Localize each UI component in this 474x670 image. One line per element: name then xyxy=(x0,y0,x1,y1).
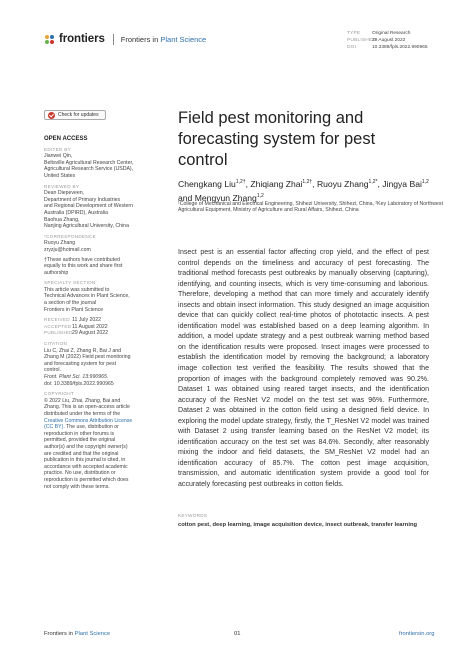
journal-name[interactable] xyxy=(121,35,206,44)
header-divider xyxy=(113,34,114,45)
citation-journal: Front. Plant Sci. 13:990965. xyxy=(44,374,109,380)
footer-journal[interactable] xyxy=(44,631,110,637)
citation-label: CITATION xyxy=(44,341,68,347)
edited-by-value: Jianwei Qin, Beltsville Agricultural Research Center, Agricultural Research Service (USDA), United States xyxy=(44,153,134,179)
meta-published: PUBLISHED29 August 2022 xyxy=(347,38,406,43)
frontiers-logo-icon xyxy=(44,34,55,45)
article-title: Field pest monitoring and forecasting system for pest control xyxy=(178,109,376,169)
author[interactable]: Ruoyu Zhang$^{1,2*}$ xyxy=(316,178,378,189)
author[interactable]: Chengkang Liu$^{1,2\dagger}$ xyxy=(178,178,246,189)
keywords-list: cotton pest, deep learning, image acquisition device, insect outbreak, transfer learning xyxy=(178,522,418,528)
frontiers-logo[interactable] xyxy=(44,33,206,45)
footer-journal-accent: Plant Science xyxy=(74,631,111,637)
journal-accent: Plant Science xyxy=(160,34,207,44)
date-received: RECEIVED 11 July 2022 xyxy=(44,317,102,324)
copyright-value: © 2022 Liu, Zhai, Zhang, Bai and Zhang. This is an open-access article distributed under the terms of the Creative Commons Attribution License (CC BY). The use, distribution or reproduction in other forums is permitted, provided the original author(s) and the copyright owner(s) are credited and that the original publication in this journal is cited, in accordance with accepted academic practice. No use, distribution or reproduction is permitted which does not comply with these terms. xyxy=(44,397,133,490)
keywords-label: KEYWORDS xyxy=(178,513,208,518)
correspondence-label: *CORRESPONDENCE xyxy=(44,233,96,239)
check-for-updates-button[interactable] xyxy=(44,110,106,120)
specialty-section-label: SPECIALTY SECTION xyxy=(44,280,96,286)
affiliations: ¹College of Mechanical and Electrical Engineering, Shihezi University, Shihezi, China, ²Key Laboratory of Northwest Agricultural Equipment, Ministry of Agriculture and Rural Affairs, Shihezi, China xyxy=(178,201,443,214)
author[interactable]: Zhiqiang Zhai$^{1,2\dagger}$ xyxy=(250,178,313,189)
specialty-section-value: This article was submitted to Technical Advances in Plant Science, a section of the journal Frontiers in Plant Science xyxy=(44,286,130,313)
date-published: PUBLISHED29 August 2022 xyxy=(44,330,109,337)
journal-prefix: Frontiers in xyxy=(120,34,159,44)
page-header xyxy=(0,0,474,60)
author[interactable]: Mengyun Zhang$^{1,2}$ xyxy=(194,193,264,204)
author[interactable]: Jingya Bai$^{1,2}$ xyxy=(382,178,429,189)
check-updates-label: Check for updates xyxy=(58,112,99,118)
meta-doi[interactable]: DOI 10.3389/fpls.2022.990965 xyxy=(347,45,428,50)
edited-by-label: EDITED BY xyxy=(44,146,71,152)
author-list: Chengkang Liu$^{1,2\dagger}$, Zhiqiang Zhai$^{1,2\dagger}$, Ruoyu Zhang$^{1,2*}$, Jingya Bai$^{1,2}$ and Mengyun Zhang$^{1,2}$ xyxy=(178,178,429,204)
abstract-text: Insect pest is an essential factor affecting crop yield, and the effect of pest control depends on the timeliness and accuracy of pest forecasting. The traditional method forecasts pest outbreaks by manually observing (capturing), identifying, and counting insects, which is very time-consuming and laborious. Therefore, developing a method that can more timely and accurately identify insects and obtain insect information. This study designed an image acquisition device that can quickly collect real-time photos of phototactic insects. A pest identification model was established based on a deep learning algorithm. In addition, a model update strategy and a pest outbreak warning method based on the identification results were proposed. Insect images were processed to establish the identification model by removing the background; a laboratory image collection test verified the feasibility. The results showed that the proportion of images with the background completely removed was 90.2%. Dataset 1 was obtained using reared target insects, and the identification accuracy of the ResNet V2 model on the test set was 96%. Furthermore, Dataset 2 was obtained in the cotton field using a designed field device. In exploring the model update strategy, firstly, the T_ResNet V2 model was trained with Dataset 2 using transfer learning based on the ResNet V2 model; its identification accuracy on the test set was 84.6%. Secondly, after reasonably mixing the indoor and field datasets, the SM_ResNet V2 model had an identification accuracy of 85.7%. The cotton pest image acquisition, transmission, and automatic identification system provide a good tool for accurately forecasting pest outbreaks in cotton fields. xyxy=(178,249,429,489)
reviewed-by-value: Dean Diepeveen, Department of Primary Industries and Regional Development of Western Australia (DPIRD), Australia Baohua Zhang, Nanjing Agricultural University, China xyxy=(44,190,134,230)
citation-value: Liu C, Zhai Z, Zhang R, Bai J and Zhang M (2022) Field pest monitoring and forecasting system for pest control. xyxy=(44,347,131,374)
equal-contribution-note: †These authors have contributed equally to this work and share first authorship xyxy=(44,256,123,276)
citation-doi[interactable]: doi: 10.3389/fpls.2022.990965 xyxy=(44,380,114,387)
logo-text: frontiers xyxy=(59,33,105,45)
check-updates-icon xyxy=(48,112,55,119)
article-sidebar xyxy=(44,136,162,490)
reviewed-by-label: REVIEWED BY xyxy=(44,183,80,189)
open-access-label: OPEN ACCESS xyxy=(44,136,88,142)
footer-journal-prefix: Frontiers in xyxy=(44,631,73,637)
date-accepted: ACCEPTED11 August 2022 xyxy=(44,323,108,330)
cc-by-license-link[interactable]: Creative Commons Attribution License (CC BY) xyxy=(44,417,133,431)
article-meta xyxy=(347,30,427,51)
dates-block xyxy=(44,317,162,337)
meta-type: TYPE Original Research xyxy=(347,31,411,36)
page-number: 01 xyxy=(234,631,241,637)
footer-site-link[interactable]: frontiersin.org xyxy=(399,631,435,637)
correspondence-value[interactable]: Ruoyu Zhang zryzju@hotmail.com xyxy=(44,240,91,253)
copyright-label: COPYRIGHT xyxy=(44,391,75,397)
